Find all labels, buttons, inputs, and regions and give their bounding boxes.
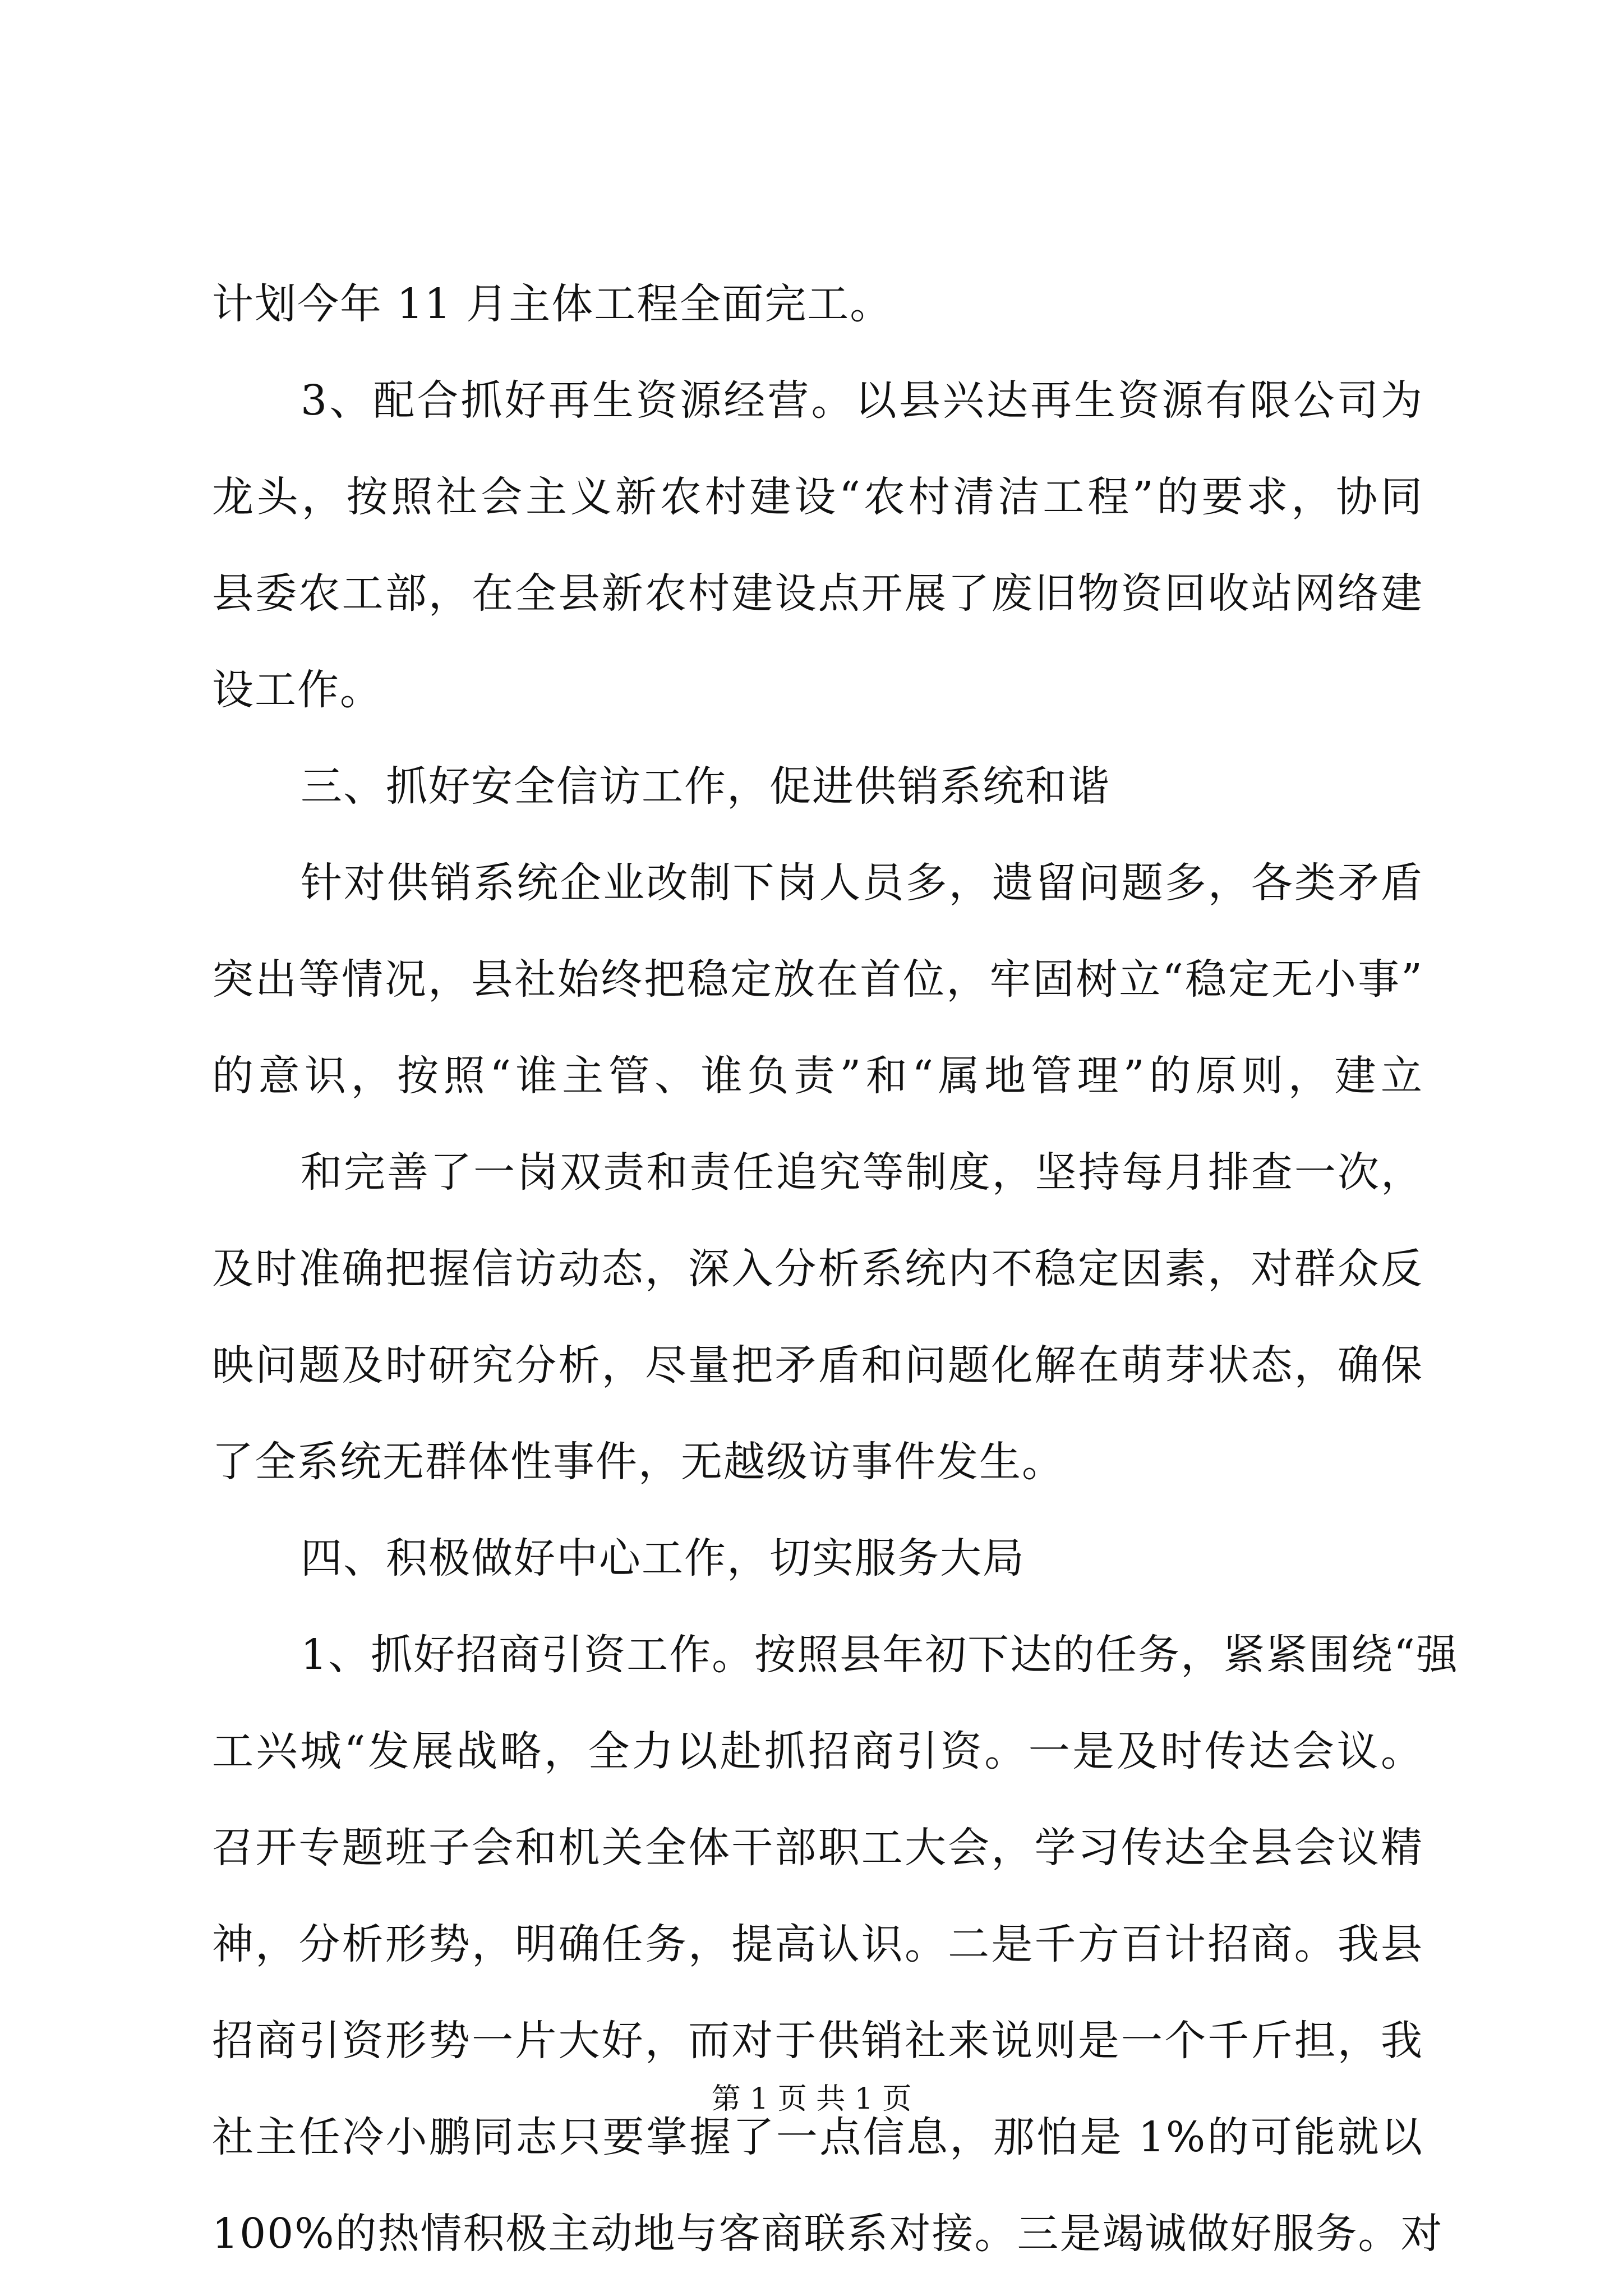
- text-line: 针对供销系统企业改制下岗人员多，遗留问题多，各类矛盾: [301, 859, 1423, 907]
- text-line: 龙头，按照社会主义新农村建设“农村清洁工程”的要求，协同: [212, 473, 1423, 521]
- section-heading: 三、抓好安全信访工作，促进供销系统和谐: [301, 762, 1110, 811]
- text-line: 1、抓好招商引资工作。按照县年初下达的任务，紧紧围绕“强: [301, 1631, 1459, 1679]
- text-line: 的意识，按照“谁主管、谁负责”和“属地管理”的原则，建立: [212, 1052, 1423, 1100]
- text-line: 设工作。: [212, 666, 382, 714]
- text-line: 3、配合抓好再生资源经营。以县兴达再生资源有限公司为: [301, 376, 1423, 425]
- text-line: 突出等情况，县社始终把稳定放在首位，牢固树立“稳定无小事”: [212, 955, 1423, 1004]
- text-line: 工兴城“发展战略，全力以赴抓招商引资。一是及时传达会议。: [212, 1727, 1423, 1775]
- text-line: 及时准确把握信访动态，深入分析系统内不稳定因素，对群众反: [212, 1245, 1423, 1293]
- text-line: 计划今年 11 月主体工程全面完工。: [212, 280, 893, 328]
- text-line: 县委农工部，在全县新农村建设点开展了废旧物资回收站网络建: [212, 569, 1423, 618]
- text-line: 了全系统无群体性事件，无越级访事件发生。: [212, 1438, 1064, 1486]
- text-line: 社主任冷小鹏同志只要掌握了一点信息，那怕是 1%的可能就以: [212, 2113, 1423, 2161]
- text-line: 神，分析形势，明确任务，提高认识。二是千方百计招商。我县: [212, 1920, 1423, 1968]
- text-line: 映问题及时研究分析，尽量把矛盾和问题化解在萌芽状态，确保: [212, 1341, 1423, 1389]
- text-line: 100%的热情积极主动地与客商联系对接。三是竭诚做好服务。对: [212, 2210, 1444, 2258]
- text-line: 和完善了一岗双责和责任追究等制度，坚持每月排查一次，: [301, 1148, 1423, 1197]
- section-heading: 四、积极做好中心工作，切实服务大局: [301, 1534, 1025, 1582]
- text-line: 招商引资形势一片大好，而对于供销社来说则是一个千斤担，我: [212, 2017, 1423, 2065]
- text-line: 召开专题班子会和机关全体干部职工大会，学习传达全县会议精: [212, 1824, 1423, 1872]
- document-body: [212, 256, 1459, 2282]
- page-footer: 第 1 页 共 1 页: [711, 2082, 912, 2116]
